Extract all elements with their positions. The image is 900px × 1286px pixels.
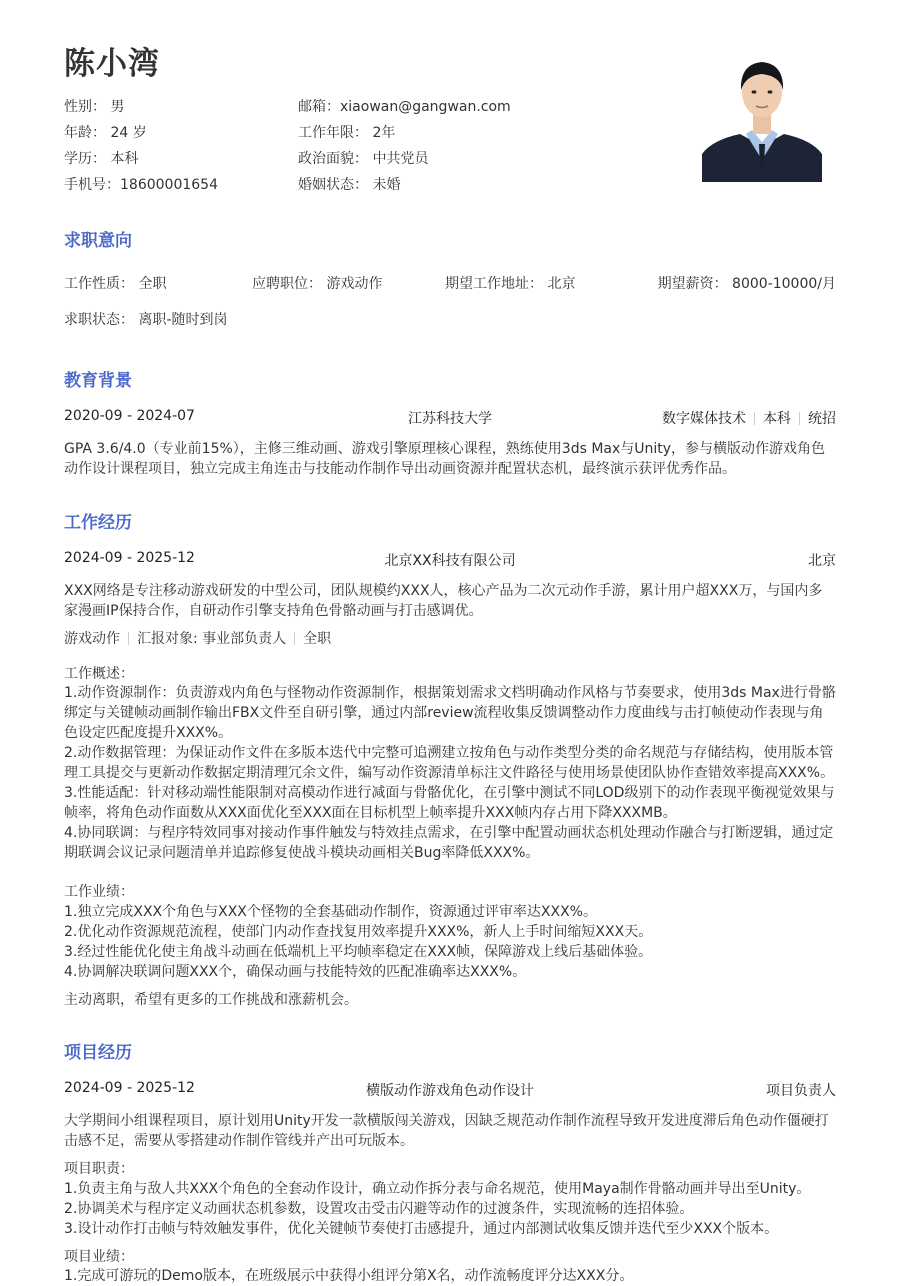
section-title-intent: 求职意向 [64,231,132,251]
work-result-label: 工作业绩： [64,884,134,900]
work-city: 北京 [808,553,836,569]
project-duty-label: 项目职责： [64,1161,134,1177]
work-summary-item: 4.协同联调：与程序特效同事对接动作事件触发与特效挂点需求，在引擎中配置动画状态机处理动作融合与打断逻辑，通过定期联调会议记录问题清单并追踪修复使战斗模块动画相关Bug率降低XXX%。 [64,825,834,861]
company-name: 北京XX科技有限公司 [384,553,516,569]
divider [128,632,129,645]
job-nature: 工作性质： 全职 [64,276,167,292]
project-role: 项目负责人 [766,1083,836,1099]
work-years-field: 工作年限： 2年 [298,125,396,141]
education-description: GPA 3.6/4.0（专业前15%），主修三维动画、游戏引擎原理核心课程，熟练使用3ds Max与Unity，参与横版动作游戏角色动作设计课程项目，独立完成主角连击与技能动作制作导出动画资源并配置状态机，最终演示获评优秀作品。 [64,441,826,477]
email-field: 邮箱：xiaowan@gangwan.com [298,99,511,115]
job-salary: 期望薪资： 8000-10000/月 [657,276,836,292]
enroll-type: 统招 [808,411,836,427]
project-duty-item: 2.协调美术与程序定义动画状态机参数，设置攻击受击闪避等动作的过渡条件，实现流畅的连招体验。 [64,1201,694,1217]
project-duty-item: 3.设计动作打击帧与特效触发事件，优化关键帧节奏使打击感提升，通过内部测试收集反馈并迭代至少XXX个版本。 [64,1221,779,1237]
work-tags [64,629,836,649]
work-summary-item: 1.动作资源制作：负责游戏内角色与怪物动作资源制作，根据策划需求文档明确动作风格与节奏要求，使用3ds Max进行骨骼绑定与关键帧动画制作输出FBX文件至自研引擎，通过内部review流程收集反馈调整动作力度曲线与击打帧使动作表现与角色设定匹配度提升XXX%。 [64,685,836,741]
project-name: 横版动作游戏角色动作设计 [366,1083,534,1099]
project-intro: 大学期间小组课程项目，原计划用Unity开发一款横版闯关游戏，因缺乏规范动作制作流程导致开发进度滞后角色动作僵硬打击感不足，需要从零搭建动作制作管线并产出可玩版本。 [64,1113,829,1149]
section-title-work: 工作经历 [64,513,132,533]
work-result-item: 2.优化动作资源规范流程，使部门内动作查找复用效率提升XXX%，新人上手时间缩短XXX天。 [64,924,653,940]
profile-photo [702,50,822,182]
politics-field: 政治面貌： 中共党员 [298,151,429,167]
gender-field: 性别： 男 [64,99,125,115]
work-period: 2024-09 - 2025-12 [64,550,195,566]
work-result-item: 1.独立完成XXX个角色与XXX个怪物的全套基础动作制作，资源通过评审率达XXX%。 [64,904,597,920]
education-meta [662,408,836,428]
company-intro: XXX网络是专注移动游戏研发的中型公司，团队规模约XXX人，核心产品为二次元动作手游，累计用户超XXX万，与国内多家漫画IP保持合作，自研动作引擎支持角色骨骼动画与打击感调优。 [64,583,823,619]
project-period: 2024-09 - 2025-12 [64,1080,195,1096]
major: 数字媒体技术 [662,411,746,427]
work-tag: 汇报对象: 事业部负责人 [137,631,287,647]
education-field: 学历： 本科 [64,151,139,167]
job-location: 期望工作地址： 北京 [445,276,576,292]
work-tag: 游戏动作 [64,631,120,647]
job-status: 求职状态： 离职-随时到岗 [64,312,228,328]
leave-reason: 主动离职，希望有更多的工作挑战和涨薪机会。 [64,992,358,1008]
phone-field: 手机号：18600001654 [64,177,218,193]
age-field: 年龄： 24 岁 [64,125,147,141]
project-duty-item: 1.负责主角与敌人共XXX个角色的全套动作设计，确立动作拆分表与命名规范，使用Maya制作骨骼动画并导出至Unity。 [64,1181,811,1197]
job-position: 应聘职位： 游戏动作 [252,276,383,292]
project-result-item: 1.完成可游玩的Demo版本，在班级展示中获得小组评分第X名，动作流畅度评分达XXX分。 [64,1268,634,1284]
divider [799,412,800,425]
candidate-name: 陈小湾 [64,46,160,82]
work-result-item: 3.经过性能优化使主角战斗动画在低端机上平均帧率稳定在XXX帧，保障游戏上线后基础体验。 [64,944,653,960]
marital-field: 婚姻状态： 未婚 [298,177,401,193]
work-summary-label: 工作概述： [64,666,134,682]
work-tag: 全职 [303,631,332,647]
degree: 本科 [763,411,791,427]
section-title-project: 项目经历 [64,1043,132,1063]
work-result-item: 4.协调解决联调问题XXX个，确保动画与技能特效的匹配准确率达XXX%。 [64,964,527,980]
section-title-education: 教育背景 [64,371,132,391]
work-summary-item: 2.动作数据管理：为保证动作文件在多版本迭代中完整可追溯建立按角色与动作类型分类的命名规范与存储结构，使用版本管理工具提交与更新动作数据定期清理冗余文件，编写动作资源清单标注文件路径与使用场景使团队协作查错效率提高XXX%。 [64,745,835,781]
work-summary-item: 3.性能适配：针对移动端性能限制对高模动作进行减面与骨骼优化，在引擎中测试不同LOD级别下的动作表现平衡视觉效果与帧率，将角色动作面数从XXX面优化至XXX面在目标机型上帧率提升XXX帧内存占用下降XXXMB。 [64,785,835,821]
divider [294,632,295,645]
divider [754,412,755,425]
education-period: 2020-09 - 2024-07 [64,408,195,424]
school-name: 江苏科技大学 [408,411,492,427]
project-result-label: 项目业绩： [64,1249,134,1265]
